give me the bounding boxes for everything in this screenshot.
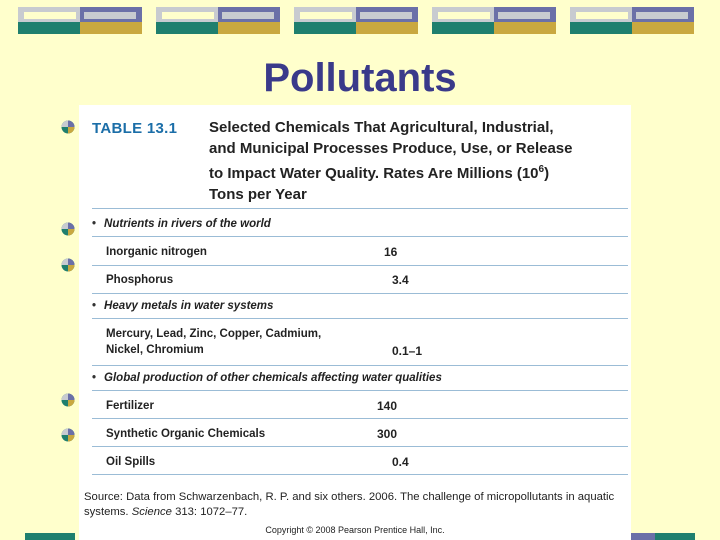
table-rule [92,446,628,447]
row-value-inorganic-nitrogen: 16 [384,245,398,259]
caption-line-4: Tons per Year [209,186,307,203]
table-rule [92,418,628,419]
table-rule [92,365,628,366]
table-rule [92,265,628,266]
table-label: TABLE 13.1 [92,120,178,137]
header-decoration-5 [570,7,694,34]
caption-line-2: and Municipal Processes Produce, Use, or Release [209,140,573,157]
row-value-oil-spills: 0.4 [392,455,409,469]
bullet-icon [61,428,75,442]
header-decoration-1 [18,7,142,34]
bullet-icon [61,120,75,134]
caption-close-paren: ) [544,165,550,182]
bullet-icon [61,393,75,407]
caption-line-3: to Impact Water Quality. Rates Are Millions (10 [209,165,539,182]
caption-line-1: Selected Chemicals That Agricultural, Industrial, [209,119,554,136]
row-label-fertilizer: Fertilizer [106,400,154,412]
slide-title: Pollutants [263,56,457,100]
table-rule [92,390,628,391]
row-label-inorganic-nitrogen: Inorganic nitrogen [106,246,207,258]
row-label-oil-spills: Oil Spills [106,456,156,468]
bullet-icon [61,222,75,236]
copyright-notice: Copyright © 2008 Pearson Prentice Hall, Inc. [265,525,445,535]
caption-exponent: 6 [538,164,545,175]
row-label-phosphorus: Phosphorus [106,274,174,286]
header-decoration-3 [294,7,418,34]
table-rule [92,208,628,209]
section-heading-heavy-metals: • Heavy metals in water systems [92,300,274,312]
table-13-1-figure [79,105,631,540]
row-label-synthetic-organic: Synthetic Organic Chemicals [106,428,266,440]
bullet-icon [61,258,75,272]
table-caption [209,117,619,205]
header-decoration-4 [432,7,556,34]
table-rule [92,236,628,237]
table-rule [92,293,628,294]
table-source-note: Source: Data from Schwarzenbach, R. P. and six others. 2006. The challenge of micropollutants in aquatic systems. Science 313: 1072–77. [84,491,615,518]
row-value-fertilizer: 140 [377,399,398,413]
section-heading-nutrients: • Nutrients in rivers of the world [92,218,271,230]
section-bullet: • [92,300,97,312]
row-value-synthetic-organic: 300 [377,427,398,441]
table-rule [92,474,628,475]
section-heading-global-production: • Global production of other chemicals affecting water qualities [92,372,442,384]
row-label-heavy-metals: Mercury, Lead, Zinc, Copper, Cadmium, Nickel, Chromium [106,328,322,356]
section-bullet: • [92,218,97,230]
row-value-heavy-metals: 0.1–1 [392,344,423,358]
row-value-phosphorus: 3.4 [392,273,409,287]
header-decoration-2 [156,7,280,34]
table-rule [92,318,628,319]
section-bullet: • [92,372,97,384]
